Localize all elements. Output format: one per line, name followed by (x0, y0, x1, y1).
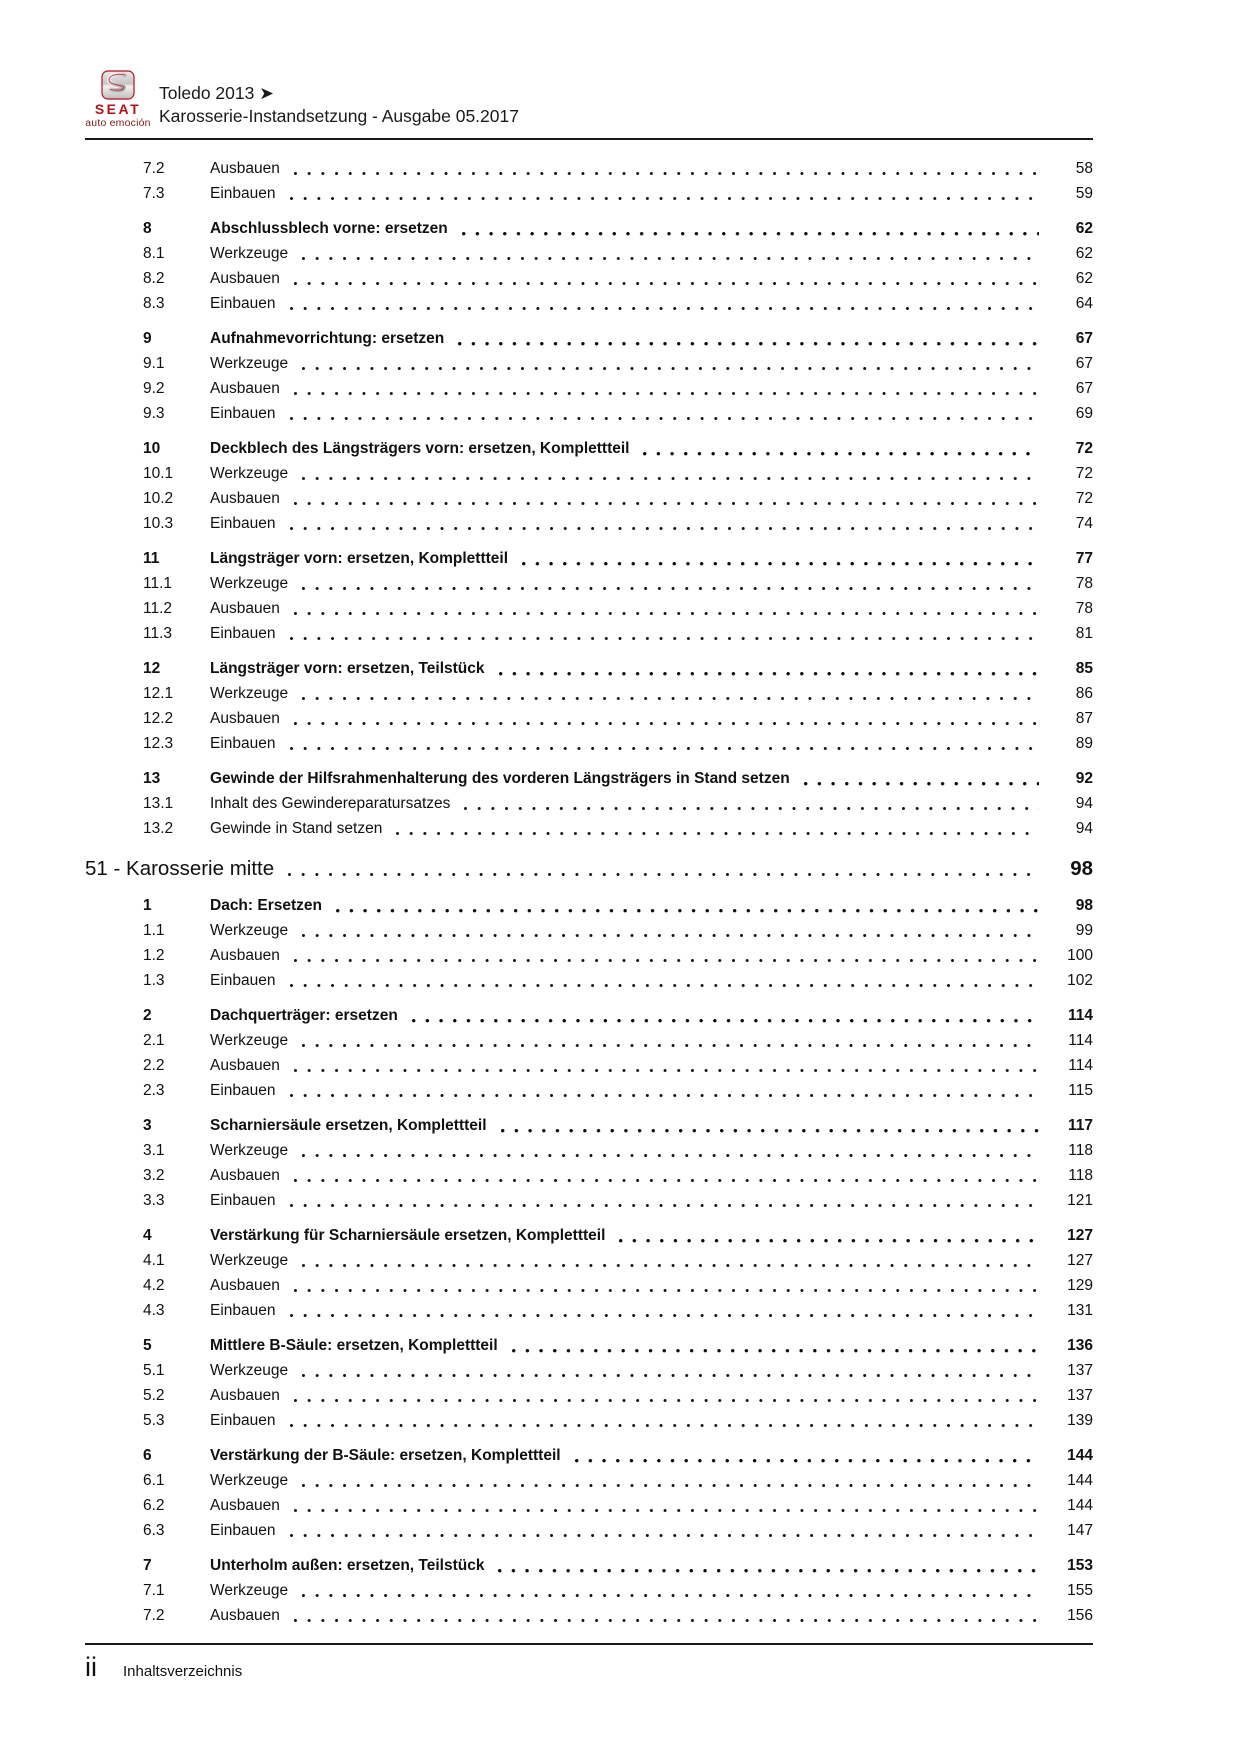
seat-logo (85, 56, 151, 130)
dot-leader (294, 722, 1039, 726)
toc-row (85, 376, 1093, 401)
toc-entry-number: 13 (143, 769, 161, 787)
toc-row (85, 291, 1093, 316)
footer-row (85, 1653, 1093, 1681)
toc-entry-title: Einbauen (210, 294, 276, 312)
toc-entry-page: 144 (1067, 1471, 1093, 1489)
toc-entry-page: 62 (1075, 269, 1093, 287)
toc-entry-title: Werkzeuge (210, 354, 289, 372)
toc-entry-number: 6.2 (143, 1496, 165, 1514)
toc-entry-page: 137 (1067, 1386, 1093, 1404)
toc-entry-number: 9.2 (143, 379, 165, 397)
dot-leader (290, 1094, 1039, 1098)
toc-entry-number: 6.1 (143, 1471, 165, 1489)
toc-entry-page: 59 (1075, 184, 1093, 202)
toc-row (85, 401, 1093, 426)
toc-entry-page: 98 (1070, 856, 1093, 880)
toc-entry-title: Ausbauen (210, 379, 280, 397)
toc-entry-page: 117 (1067, 1116, 1093, 1134)
toc-entry-number: 12 (143, 659, 161, 677)
document-title: Karosserie-Instandsetzung - Ausgabe 05.2017 (159, 106, 519, 126)
toc-entry-title: Einbauen (210, 1081, 276, 1099)
dot-leader (290, 1314, 1039, 1318)
toc-row (85, 1223, 1093, 1248)
toc-row (85, 918, 1093, 943)
dot-leader (619, 1239, 1039, 1243)
toc-entry-page: 74 (1075, 514, 1093, 532)
toc-row (85, 216, 1093, 241)
toc-entry-page: 72 (1075, 489, 1093, 507)
toc-entry-page: 58 (1075, 159, 1093, 177)
toc-entry-page: 115 (1068, 1081, 1093, 1099)
toc-entry-number: 12.1 (143, 684, 174, 702)
toc-entry-page: 85 (1075, 659, 1093, 677)
toc-entry-number: 10.3 (143, 514, 174, 532)
toc-row (85, 1493, 1093, 1518)
toc-row (85, 546, 1093, 571)
footer-page-number: ii (85, 1652, 97, 1682)
toc-entry-number: 9.1 (143, 354, 165, 372)
dot-leader (302, 1484, 1039, 1488)
toc-entry-number: 7.2 (143, 159, 165, 177)
toc-row (85, 266, 1093, 291)
toc-entry-title: Ausbauen (210, 709, 280, 727)
toc-entry-page: 94 (1075, 794, 1093, 812)
dot-leader (302, 1594, 1039, 1598)
toc-entry-page: 81 (1075, 624, 1093, 642)
dot-leader (522, 562, 1039, 566)
toc-row (85, 156, 1093, 181)
dot-leader (290, 747, 1039, 751)
toc-entry-number: 2.3 (143, 1081, 165, 1099)
dot-leader (302, 367, 1039, 371)
toc-row (85, 596, 1093, 621)
toc-entry-page: 92 (1075, 769, 1093, 787)
toc-row (85, 1273, 1093, 1298)
toc-entry-number: 1.1 (143, 921, 165, 939)
toc-row (85, 1383, 1093, 1408)
dot-leader (302, 1264, 1039, 1268)
dot-leader (290, 527, 1039, 531)
toc-entry-title: Einbauen (210, 404, 276, 422)
toc-entry-page: 98 (1075, 896, 1093, 914)
dot-leader (302, 1374, 1039, 1378)
toc-row (85, 571, 1093, 596)
toc-row (85, 1188, 1093, 1213)
header-divider (85, 138, 1093, 140)
toc-entry-number: 8.2 (143, 269, 165, 287)
dot-leader (294, 1069, 1039, 1073)
toc-row (85, 1138, 1093, 1163)
toc-entry-title: Ausbauen (210, 1496, 280, 1514)
toc-entry-title: Ausbauen (210, 1386, 280, 1404)
toc-row (85, 893, 1093, 918)
toc-row (85, 1078, 1093, 1103)
dot-leader (302, 1154, 1039, 1158)
dot-leader (575, 1459, 1039, 1463)
dot-leader (396, 832, 1039, 836)
toc-entry-page: 67 (1075, 379, 1093, 397)
toc-row (85, 1333, 1093, 1358)
dot-leader (412, 1019, 1039, 1023)
toc-entry-number: 12.2 (143, 709, 174, 727)
toc-entry-title: Ausbauen (210, 946, 280, 964)
toc-entry-number: 13.2 (143, 819, 174, 837)
toc-entry-number: 7 (143, 1556, 152, 1574)
toc-entry-number: 1 (143, 896, 152, 914)
toc-row (85, 1408, 1093, 1433)
toc-entry-number: 3.2 (143, 1166, 165, 1184)
toc-entry-title: Werkzeuge (210, 1031, 289, 1049)
toc-row (85, 181, 1093, 206)
dot-leader (294, 1179, 1039, 1183)
toc-entry-title: Scharniersäule ersetzen, Komplettteil (210, 1116, 487, 1134)
toc-entry-page: 78 (1075, 574, 1093, 592)
toc-entry-page: 69 (1075, 404, 1093, 422)
dot-leader (290, 417, 1039, 421)
toc-entry-page: 102 (1067, 971, 1093, 989)
toc-entry-number: 7.2 (143, 1606, 165, 1624)
toc-entry-number: 11.2 (143, 599, 173, 617)
toc-entry-number: 11.3 (143, 624, 173, 642)
dot-leader (302, 587, 1039, 591)
seat-tagline-text: auto emoción (85, 117, 151, 130)
toc-entry-number: 10.2 (143, 489, 174, 507)
toc-entry-title: Werkzeuge (210, 1581, 289, 1599)
toc-entry-number: 11 (143, 549, 160, 567)
toc-entry-title: Werkzeuge (210, 1141, 289, 1159)
toc-entry-title: Inhalt des Gewindereparatursatzes (210, 794, 451, 812)
toc-entry-number: 8.1 (143, 244, 165, 262)
toc-row (85, 731, 1093, 756)
dot-leader (290, 307, 1039, 311)
footer-divider (85, 1643, 1093, 1645)
toc-entry-number: 4.2 (143, 1276, 165, 1294)
dot-leader (302, 477, 1039, 481)
toc-row (85, 791, 1093, 816)
toc-entry-title: Einbauen (210, 1521, 276, 1539)
toc-entry-page: 94 (1075, 819, 1093, 837)
dot-leader (302, 934, 1039, 938)
toc-entry-title: Mittlere B-Säule: ersetzen, Komplettteil (210, 1336, 498, 1354)
toc-entry-title: Werkzeuge (210, 684, 289, 702)
dot-leader (290, 984, 1039, 988)
toc-row (85, 1113, 1093, 1138)
dot-leader (458, 342, 1039, 346)
toc-entry-title: Einbauen (210, 971, 276, 989)
toc-row (85, 1298, 1093, 1323)
toc-entry-number: 5.2 (143, 1386, 165, 1404)
toc-entry-page: 127 (1067, 1226, 1093, 1244)
toc-entry-title: Ausbauen (210, 1276, 280, 1294)
toc-entry-title: Werkzeuge (210, 1251, 289, 1269)
model-title: Toledo 2013 ➤ (159, 83, 274, 103)
toc-row (85, 1518, 1093, 1543)
toc-row (85, 1553, 1093, 1578)
toc-row (85, 706, 1093, 731)
toc-entry-number: 2.1 (143, 1031, 165, 1049)
toc-entry-number: 5 (143, 1336, 152, 1354)
toc-entry-page: 131 (1067, 1301, 1093, 1319)
toc-entry-page: 155 (1067, 1581, 1093, 1599)
dot-leader (294, 282, 1039, 286)
toc-row (85, 1443, 1093, 1468)
toc-row (85, 766, 1093, 791)
toc-entry-number: 9 (143, 329, 152, 347)
toc-entry-page: 77 (1075, 549, 1093, 567)
document-titles (151, 56, 519, 128)
toc-entry-title: Verstärkung der B-Säule: ersetzen, Komplettteil (210, 1446, 561, 1464)
toc-row (85, 351, 1093, 376)
dot-leader (294, 612, 1039, 616)
page-footer (85, 1643, 1093, 1681)
dot-leader (336, 909, 1039, 913)
toc-entry-title: Dachquerträger: ersetzen (210, 1006, 398, 1024)
toc-entry-title: Abschlussblech vorne: ersetzen (210, 219, 448, 237)
toc-entry-page: 144 (1067, 1446, 1093, 1464)
toc-entry-title: Werkzeuge (210, 921, 289, 939)
toc-entry-title: Gewinde in Stand setzen (210, 819, 383, 837)
dot-leader (290, 1534, 1039, 1538)
toc-entry-page: 100 (1067, 946, 1093, 964)
dot-leader (290, 637, 1039, 641)
toc-entry-page: 62 (1075, 219, 1093, 237)
footer-section-label: Inhaltsverzeichnis (123, 1663, 243, 1680)
dot-leader (294, 502, 1039, 506)
toc-entry-title: Werkzeuge (210, 574, 289, 592)
toc-row (85, 621, 1093, 646)
toc-entry-number: 1.3 (143, 971, 165, 989)
toc-entry-title: 51 - Karosserie mitte (85, 856, 275, 880)
dot-leader (464, 807, 1039, 811)
dot-leader (804, 782, 1039, 786)
toc-entry-title: Längsträger vorn: ersetzen, Komplettteil (210, 549, 509, 567)
toc-entry-page: 99 (1075, 921, 1093, 939)
toc-entry-page: 147 (1067, 1521, 1093, 1539)
toc-entry-page: 67 (1075, 329, 1093, 347)
page-content (85, 56, 1093, 1628)
toc-entry-number: 3 (143, 1116, 152, 1134)
toc-entry-title: Einbauen (210, 1301, 276, 1319)
toc-entry-number: 6 (143, 1446, 152, 1464)
toc-entry-title: Deckblech des Längsträgers vorn: ersetzen, Komplettteil (210, 439, 630, 457)
toc-entry-title: Ausbauen (210, 599, 280, 617)
dot-leader (294, 172, 1039, 176)
toc-entry-page: 114 (1067, 1006, 1093, 1024)
toc-entry-page: 118 (1068, 1141, 1093, 1159)
toc-entry-number: 4.1 (143, 1251, 165, 1269)
toc-entry-title: Einbauen (210, 514, 276, 532)
dot-leader (501, 1129, 1039, 1133)
dot-leader (643, 452, 1039, 456)
toc-entry-page: 64 (1075, 294, 1093, 312)
dot-leader (302, 697, 1039, 701)
toc-row (85, 1028, 1093, 1053)
dot-leader (294, 1399, 1039, 1403)
toc-row (85, 1603, 1093, 1628)
toc-row (85, 681, 1093, 706)
toc-row (85, 1468, 1093, 1493)
toc-entry-title: Verstärkung für Scharniersäule ersetzen, Komplettteil (210, 1226, 606, 1244)
toc-entry-page: 139 (1067, 1411, 1093, 1429)
toc-entry-number: 5.1 (143, 1361, 165, 1379)
toc-entry-page: 121 (1067, 1191, 1093, 1209)
toc-entry-page: 78 (1075, 599, 1093, 617)
toc-entry-page: 153 (1067, 1556, 1093, 1574)
toc-row (85, 816, 1093, 841)
toc-entry-page: 118 (1068, 1166, 1093, 1184)
toc-entry-page: 89 (1075, 734, 1093, 752)
toc-list (85, 156, 1093, 1628)
toc-entry-page: 144 (1067, 1496, 1093, 1514)
seat-s-icon (101, 70, 135, 100)
toc-entry-title: Werkzeuge (210, 244, 289, 262)
toc-entry-page: 72 (1075, 464, 1093, 482)
toc-row (85, 326, 1093, 351)
toc-entry-number: 13.1 (143, 794, 174, 812)
toc-row (85, 1053, 1093, 1078)
toc-entry-title: Einbauen (210, 734, 276, 752)
toc-entry-number: 4.3 (143, 1301, 165, 1319)
toc-entry-page: 72 (1075, 439, 1093, 457)
toc-entry-number: 4 (143, 1226, 152, 1244)
toc-entry-number: 12.3 (143, 734, 174, 752)
toc-entry-title: Ausbauen (210, 1166, 280, 1184)
toc-entry-page: 87 (1075, 709, 1093, 727)
toc-row (85, 855, 1093, 883)
toc-row (85, 968, 1093, 993)
toc-entry-page: 86 (1075, 684, 1093, 702)
toc-row (85, 511, 1093, 536)
dot-leader (290, 1204, 1039, 1208)
dot-leader (462, 232, 1039, 236)
toc-row (85, 1248, 1093, 1273)
toc-entry-title: Ausbauen (210, 159, 280, 177)
toc-entry-title: Einbauen (210, 184, 276, 202)
toc-row (85, 461, 1093, 486)
toc-entry-title: Werkzeuge (210, 464, 289, 482)
toc-entry-number: 10 (143, 439, 161, 457)
dot-leader (498, 1569, 1039, 1573)
toc-entry-title: Werkzeuge (210, 1471, 289, 1489)
toc-row (85, 1003, 1093, 1028)
toc-entry-number: 2 (143, 1006, 152, 1024)
toc-entry-title: Gewinde der Hilfsrahmenhalterung des vorderen Längsträgers in Stand setzen (210, 769, 790, 787)
toc-entry-page: 137 (1067, 1361, 1093, 1379)
dot-leader (512, 1349, 1039, 1353)
toc-entry-number: 9.3 (143, 404, 165, 422)
toc-entry-page: 127 (1067, 1251, 1093, 1269)
toc-entry-number: 7.3 (143, 184, 165, 202)
dot-leader (294, 959, 1039, 963)
toc-entry-number: 2.2 (143, 1056, 165, 1074)
toc-entry-page: 62 (1075, 244, 1093, 262)
dot-leader (294, 392, 1039, 396)
toc-entry-page: 114 (1068, 1056, 1093, 1074)
dot-leader (290, 197, 1039, 201)
toc-entry-number: 11.1 (143, 574, 173, 592)
toc-row (85, 1358, 1093, 1383)
toc-entry-number: 1.2 (143, 946, 165, 964)
toc-entry-title: Dach: Ersetzen (210, 896, 322, 914)
dot-leader (294, 1509, 1039, 1513)
toc-row (85, 656, 1093, 681)
dot-leader (302, 257, 1039, 261)
toc-entry-page: 114 (1068, 1031, 1093, 1049)
dot-leader (288, 873, 1035, 877)
toc-entry-title: Ausbauen (210, 269, 280, 287)
toc-entry-number: 8.3 (143, 294, 165, 312)
dot-leader (294, 1619, 1039, 1623)
toc-entry-page: 67 (1075, 354, 1093, 372)
toc-entry-page: 156 (1067, 1606, 1093, 1624)
toc-entry-page: 136 (1067, 1336, 1093, 1354)
dot-leader (294, 1289, 1039, 1293)
toc-row (85, 943, 1093, 968)
toc-entry-title: Ausbauen (210, 489, 280, 507)
toc-row (85, 436, 1093, 461)
toc-entry-title: Aufnahmevorrichtung: ersetzen (210, 329, 445, 347)
toc-entry-title: Ausbauen (210, 1606, 280, 1624)
toc-entry-number: 3.1 (143, 1141, 165, 1159)
toc-entry-title: Ausbauen (210, 1056, 280, 1074)
toc-entry-title: Unterholm außen: ersetzen, Teilstück (210, 1556, 485, 1574)
toc-row (85, 1163, 1093, 1188)
toc-entry-page: 129 (1067, 1276, 1093, 1294)
toc-entry-number: 5.3 (143, 1411, 165, 1429)
toc-entry-title: Werkzeuge (210, 1361, 289, 1379)
toc-entry-title: Einbauen (210, 1411, 276, 1429)
toc-entry-number: 3.3 (143, 1191, 165, 1209)
toc-entry-number: 7.1 (143, 1581, 165, 1599)
dot-leader (302, 1044, 1039, 1048)
toc-row (85, 1578, 1093, 1603)
toc-entry-number: 8 (143, 219, 152, 237)
toc-entry-title: Einbauen (210, 1191, 276, 1209)
toc-entry-number: 10.1 (143, 464, 174, 482)
page-header (85, 56, 1093, 130)
toc-entry-number: 6.3 (143, 1521, 165, 1539)
toc-entry-title: Einbauen (210, 624, 276, 642)
dot-leader (499, 672, 1040, 676)
seat-brand-text: SEAT (94, 101, 142, 117)
toc-row (85, 486, 1093, 511)
dot-leader (290, 1424, 1039, 1428)
toc-row (85, 241, 1093, 266)
toc-entry-title: Längsträger vorn: ersetzen, Teilstück (210, 659, 485, 677)
